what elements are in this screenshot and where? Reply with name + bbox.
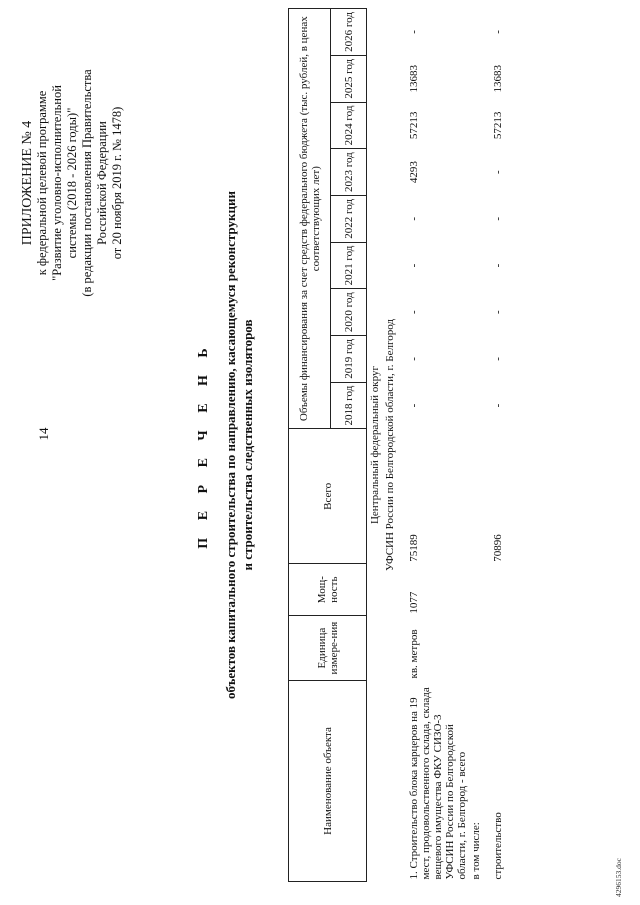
header-capacity: Мощ-ность (289, 564, 367, 616)
year-value: - (492, 170, 504, 174)
year-value (469, 289, 483, 336)
year-value (469, 382, 483, 429)
object-total: 70896 (492, 534, 504, 562)
year-value (469, 102, 483, 149)
objects-table (288, 8, 505, 882)
year-value: - (492, 30, 504, 34)
header-year: 2024 год (331, 102, 367, 149)
year-value: - (492, 357, 504, 361)
year-value: 57213 (492, 111, 504, 140)
year-value: - (408, 310, 420, 315)
year-value: - (408, 263, 420, 268)
table-row (491, 9, 505, 882)
header-year: 2025 год (331, 55, 367, 102)
page-number: 14 (36, 427, 51, 441)
object-total (469, 429, 483, 564)
year-value (469, 242, 483, 289)
document-heading (196, 135, 256, 755)
header-name: Наименование объекта (289, 680, 367, 881)
appendix-title: ПРИЛОЖЕНИЕ № 4 (20, 120, 35, 246)
year-value: - (408, 216, 420, 221)
object-capacity (469, 564, 483, 616)
header-year: 2020 год (331, 289, 367, 336)
document-subtitle-line1: объектов капитального строительства по направлению, касающемуся реконструкции (223, 191, 238, 699)
year-value (469, 149, 483, 196)
year-value: - (492, 310, 504, 315)
header-year: 2022 год (331, 195, 367, 242)
subregion-label: УФСИН России по Белгородской области, г. Белгород (384, 319, 396, 571)
appendix-line: (в редакции постановления Правительства (80, 69, 94, 297)
document-title: П Е Р Е Ч Е Н Ь (196, 341, 211, 549)
year-value: 57213 (408, 111, 420, 140)
object-name: в том числе: (470, 822, 482, 880)
year-value (469, 9, 483, 56)
table-row (407, 9, 469, 882)
year-value (469, 195, 483, 242)
object-capacity: 1077 (408, 591, 420, 614)
year-value: - (492, 403, 504, 408)
appendix-line: системы (2018 - 2026 годы)" (65, 107, 79, 259)
year-value: - (408, 357, 420, 361)
region-row (367, 9, 400, 882)
year-value: - (408, 403, 420, 408)
year-value: 13683 (408, 64, 420, 93)
header-unit: Единица измере-ния (289, 616, 367, 681)
appendix-line: к федеральной целевой программе (35, 90, 49, 276)
object-name: строительство (492, 812, 504, 880)
year-value: - (492, 263, 504, 268)
appendix-line: "Развитие уголовно-исполнительной (50, 85, 64, 281)
footer-file-code: 4296153.doc (614, 858, 623, 897)
year-value: 4293 (408, 161, 420, 184)
header-funding-group: Объемы финансирования за счет средств федерального бюджета (тыс. рублей, в ценах соответствующих лет) (289, 9, 331, 429)
header-year: 2019 год (331, 336, 367, 383)
object-capacity (491, 564, 505, 616)
header-total: Всего (289, 429, 367, 564)
year-value: 13683 (492, 64, 504, 93)
object-unit (491, 616, 505, 681)
object-total: 75189 (408, 534, 420, 562)
appendix-block (20, 23, 125, 343)
year-value (469, 55, 483, 102)
table-row (469, 9, 483, 882)
header-year: 2018 год (331, 382, 367, 429)
object-unit (469, 616, 483, 681)
document-subtitle-line2: и строительства следственных изоляторов (240, 319, 255, 571)
year-value (469, 336, 483, 383)
year-value: - (492, 216, 504, 221)
object-unit: кв. метров (408, 629, 420, 679)
header-year: 2023 год (331, 149, 367, 196)
header-year: 2026 год (331, 9, 367, 56)
object-name: 1. Строительство блока карцеров на 19 мест, продовольственного склада, склада вещевого имущества ФКУ СИЗО-3 УФСИН России по Белгородской области, г. Белгород - всего (408, 687, 468, 880)
appendix-line: от 20 ноября 2019 г. № 1478) (110, 106, 124, 260)
year-value: - (408, 30, 420, 34)
region-label: Центральный федеральный округ (369, 366, 381, 525)
appendix-line: Российской Федерации (95, 121, 109, 245)
header-year: 2021 год (331, 242, 367, 289)
